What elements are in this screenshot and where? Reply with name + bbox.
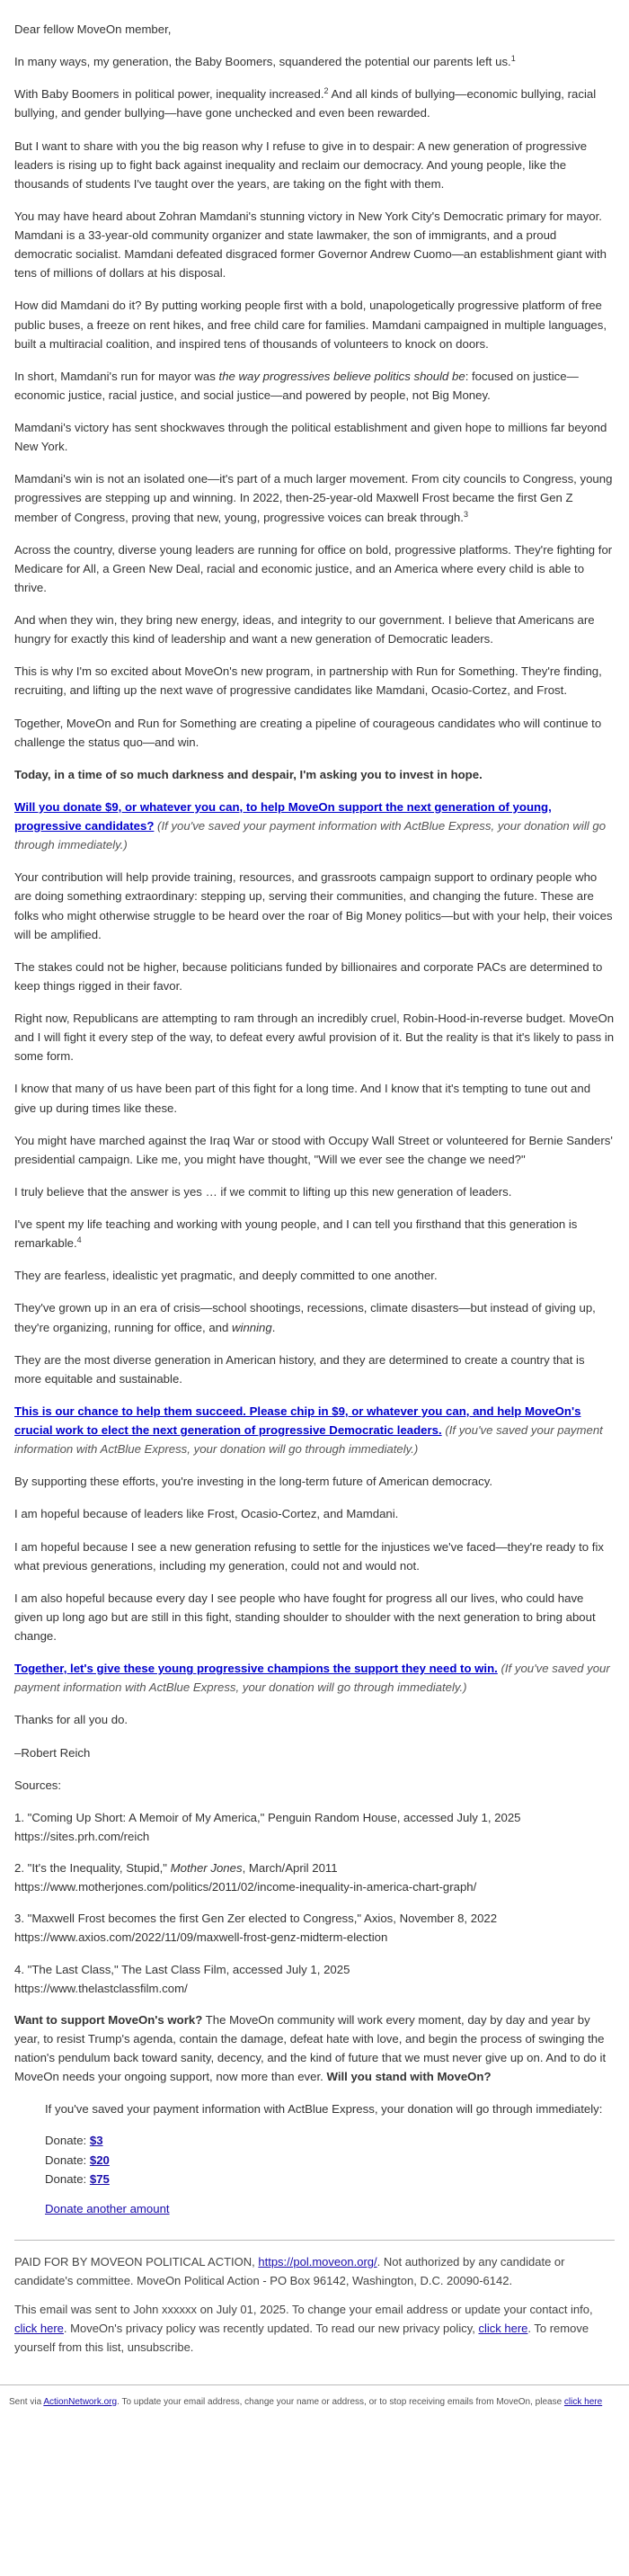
- donate-ask-1: Will you donate $9, or whatever you can, to help MoveOn support the next generation of young, progressive candidates? (If you've saved your payment information with ActBlue Express, your donation will go through immediately.): [14, 799, 607, 852]
- donate-box: [14, 2099, 615, 2218]
- donate-intro: If you've saved your payment information with ActBlue Express, your donation will go through immediately:: [45, 2102, 603, 2117]
- donate-3-button[interactable]: $3: [89, 2134, 103, 2148]
- donate-ask-2: This is our chance to help them succeed. Please chip in $9, or whatever you can, and help MoveOn's crucial work to elect the next generation of progressive Democratic leaders. (If you've saved your payment information with ActBlue Express, your donation will go through immediately.): [14, 1404, 603, 1457]
- footer: [14, 2253, 615, 2358]
- manage-subscription-link[interactable]: click here: [563, 2396, 603, 2407]
- footnote-ref: 3: [463, 509, 468, 519]
- donate-row: Donate: $3: [45, 2134, 103, 2148]
- paragraph: Right now, Republicans are attempting to ram through an incredibly cruel, Robin-Hood-in-reverse budget. MoveOn and I will fight it every step of the way, to defeat every awful provision of it. But the reality is that it's likely to pass in some form.: [14, 1012, 615, 1064]
- update-contact-link[interactable]: click here: [14, 2322, 64, 2336]
- paragraph: I am hopeful because I see a new generation refusing to settle for the injustices we've faced—they're ready to fix what previous generations, including my generation, could not and would not.: [14, 1539, 604, 1573]
- paragraph: Across the country, diverse young leaders are running for office on bold, progressive platforms. They're fighting for Medicare for All, a Green New Deal, racial and economic justice, and an America where every child is able to thrive.: [14, 542, 613, 594]
- source-item: 2. "It's the Inequality, Stupid," Mother Jones, March/April 2011 https://www.motherjones.com/politics/2011/02/income-inequality-in-america-chart-graph/: [14, 1861, 477, 1894]
- paragraph: I've spent my life teaching and working with young people, and I can tell you firsthand that this generation is remarkable.$^4$: [14, 1217, 578, 1251]
- actionnetwork-link[interactable]: ActionNetwork.org: [43, 2396, 118, 2407]
- paragraph: In many ways, my generation, the Baby Boomers, squandered the potential our parents left us.$^1$: [14, 54, 516, 69]
- source-url: https://www.axios.com/2022/11/09/maxwell-frost-genz-midterm-election: [14, 1930, 388, 1945]
- source-item: 3. "Maxwell Frost becomes the first Gen Zer elected to Congress," Axios, November 8, 2022 https://www.axios.com/2022/11/09/maxwell-frost-genz-midterm-election: [14, 1912, 498, 1945]
- paragraph-bold: Today, in a time of so much darkness and despair, I'm asking you to invest in hope.: [14, 767, 483, 781]
- footnote-ref: 1: [510, 54, 516, 64]
- divider: [14, 2240, 615, 2241]
- paragraph: In short, Mamdani's run for mayor was the way progressives believe politics should be: focused on justice—economic justice, racial justice, and social justice—and powered by people, not Big Money.: [14, 369, 579, 402]
- paragraph: You might have marched against the Iraq War or stood with Occupy Wall Street or volunteered for Bernie Sanders' presidential campaign. Like me, you might have thought, "Will we ever see the change we need?": [14, 1133, 613, 1166]
- donate-row: [45, 2199, 615, 2218]
- privacy-policy-link[interactable]: click here: [478, 2322, 528, 2336]
- source-item: 4. "The Last Class," The Last Class Film, accessed July 1, 2025 https://www.thelastclassfilm.com/: [14, 1962, 350, 1995]
- donate-row: Donate: $20: [45, 2153, 110, 2167]
- moveon-pol-link[interactable]: https://pol.moveon.org/: [258, 2254, 377, 2268]
- paragraph: They are fearless, idealistic yet pragmatic, and deeply committed to one another.: [14, 1269, 438, 1283]
- signature: –Robert Reich: [14, 1745, 91, 1760]
- donate-row: Donate: $75: [45, 2171, 110, 2186]
- support-paragraph: Want to support MoveOn's work? The MoveOn community will work every moment, day by day and year by year, to resist Trump's agenda, contain the damage, defeat hate with love, and begin the process of swinging the nation's pendulum back toward sanity, decency, and the kind of future that we must never give up on. And to do it MoveOn needs your ongoing support, now more than ever. Will you stand with MoveOn?: [14, 2012, 607, 2084]
- greeting: Dear fellow MoveOn member,: [14, 22, 172, 36]
- footnote-ref: 2: [323, 86, 329, 96]
- paragraph: Together, MoveOn and Run for Something are creating a pipeline of courageous candidates who will continue to challenge the status quo—and win.: [14, 716, 602, 749]
- paragraph: Mamdani's win is not an isolated one—it's part of a much larger movement. From city councils to Congress, young progressives are stepping up and winning. In 2022, then-25-year-old Maxwell Frost became the first Gen Z member of Congress, proving that new, young, progressive voices can break through.$^3$: [14, 472, 613, 524]
- source-url: https://sites.prh.com/reich: [14, 1829, 150, 1843]
- donate-link-2[interactable]: This is our chance to help them succeed. Please chip in $9, or whatever you can, and help MoveOn's crucial work to elect the next generation of progressive Democratic leaders.: [14, 1404, 581, 1437]
- sender-bar: Sent via ActionNetwork.org. To update your email address, change your name or address, or to stop receiving emails from MoveOn, please click here: [0, 2384, 629, 2427]
- paragraph: By supporting these efforts, you're investing in the long-term future of American democracy.: [14, 1475, 492, 1489]
- paragraph: You may have heard about Zohran Mamdani's stunning victory in New York City's Democratic primary for mayor. Mamdani is a 33-year-old community organizer and state lawmaker, the son of immigrants, and a proud democratic socialist. Mamdani defeated disgraced former Governor Andrew Cuomo—an establishment giant with tens of millions of dollars at his disposal.: [14, 209, 607, 281]
- source-url: https://www.thelastclassfilm.com/: [14, 1981, 188, 1995]
- footnote-ref: 4: [76, 1235, 82, 1245]
- paragraph: This is why I'm so excited about MoveOn's new program, in partnership with Run for Something. They're finding, recruiting, and lifting up the next wave of progressive candidates like Mamdani, Ocasio-Cortez, and Frost.: [14, 664, 602, 698]
- paragraph: The stakes could not be higher, because politicians funded by billionaires and corporate PACs are determined to keep things rigged in their favor.: [14, 959, 603, 993]
- paragraph: They've grown up in an era of crisis—school shootings, recessions, climate disasters—but instead of giving up, they're organizing, running for office, and winning.: [14, 1301, 596, 1334]
- paragraph: And when they win, they bring new energy, ideas, and integrity to our government. I believe that Americans are hungry for exactly this kind of leadership and want a new generation of Democratic leaders.: [14, 613, 595, 646]
- closing: Thanks for all you do.: [14, 1713, 128, 1727]
- source-item: 1. "Coming Up Short: A Memoir of My America," Penguin Random House, accessed July 1, 2025 https://sites.prh.com/reich: [14, 1810, 521, 1843]
- sent-notice: This email was sent to John xxxxxx on July 01, 2025. To change your email address or update your contact info, click here. MoveOn's privacy policy was recently updated. To read our new privacy policy, click here. To remove yourself from this list, unsubscribe.: [14, 2303, 593, 2355]
- source-url: https://www.motherjones.com/politics/2011/02/income-inequality-in-america-chart-graph/: [14, 1880, 477, 1894]
- paragraph: They are the most diverse generation in American history, and they are determined to create a country that is more equitable and sustainable.: [14, 1352, 585, 1386]
- donate-another-amount-link[interactable]: Donate another amount: [45, 2201, 170, 2215]
- paragraph: I truly believe that the answer is yes … if we commit to lifting up this new generation of leaders.: [14, 1184, 512, 1199]
- paragraph: How did Mamdani do it? By putting working people first with a bold, unapologetically progressive platform of free public buses, a freeze on rent hikes, and free child care for families. Mamdani campaigned in multiple languages, built a multiracial coalition, and inspired tens of thousands of volunteers to knock on doors.: [14, 299, 607, 351]
- donate-75-button[interactable]: $75: [89, 2171, 110, 2186]
- paragraph: Mamdani's victory has sent shockwaves through the political establishment and given hope to millions far beyond New York.: [14, 421, 607, 454]
- paragraph: I am also hopeful because every day I see people who have fought for progress all our lives, who could have given up long ago but are still in this fight, standing shoulder to shoulder with the next generation to bring about change.: [14, 1591, 596, 1643]
- paragraph: I am hopeful because of leaders like Frost, Ocasio-Cortez, and Mamdani.: [14, 1507, 399, 1521]
- paragraph: Your contribution will help provide training, resources, and grassroots campaign support to ordinary people who are doing something extraordinary: stepping up, serving their communities, and changing the future. These are folks who might otherwise struggle to be heard over the roar of Big Money politics—but with your help, their voices will be amplified.: [14, 870, 613, 941]
- donate-link-3[interactable]: Together, let's give these young progressive champions the support they need to win.: [14, 1662, 498, 1676]
- donate-ask-3: Together, let's give these young progressive champions the support they need to win. (If you've saved your payment information with ActBlue Express, your donation will go through immediately.): [14, 1662, 610, 1695]
- sources-list: [14, 1808, 615, 1998]
- paragraph: With Baby Boomers in political power, inequality increased.$^2$ And all kinds of bullying—economic bullying, racial bullying, and gender bullying—have gone unchecked and even been rewarded.: [14, 86, 597, 120]
- donate-20-button[interactable]: $20: [89, 2153, 110, 2167]
- paragraph: But I want to share with you the big reason why I refuse to give in to despair: A new generation of progressive leaders is rising up to fight back against inequality and reclaim our democracy. And young people, like the thousands of students I've taught over the years, are taking on the fight with them.: [14, 138, 588, 191]
- donate-link-1[interactable]: Will you donate $9, or whatever you can, to help MoveOn support the next generation of young, progressive candidates?: [14, 799, 552, 833]
- paid-for-notice: PAID FOR BY MOVEON POLITICAL ACTION, https://pol.moveon.org/. Not authorized by any candidate or candidate's committee. MoveOn Political Action - PO Box 96142, Washington, D.C. 20090-6142.: [14, 2254, 565, 2287]
- sources-heading: Sources:: [14, 1778, 62, 1792]
- paragraph: I know that many of us have been part of this fight for a long time. And I know that it's tempting to tune out and give up during times like these.: [14, 1082, 591, 1115]
